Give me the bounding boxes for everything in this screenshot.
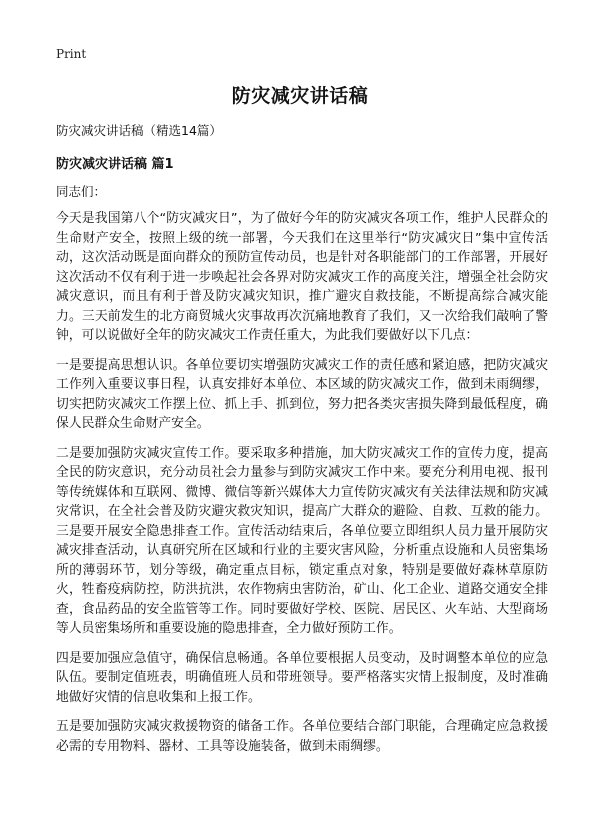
- paragraph-point-5: 五是要加强防灾减灾救援物资的储备工作。各单位要结合部门职能，合理确定应急救援必需的专用物料、器材、工具等设施装备，做到未雨绸缪。: [56, 719, 548, 754]
- section-heading: 防灾减灾讲话稿 篇1: [56, 157, 174, 172]
- page-title: 防灾减灾讲话稿: [231, 85, 369, 107]
- paragraph-intro: 今天是我国第八个“防灾减灾日”，为了做好今年的防灾减灾各项工作，维护人民群众的生命财产安全，按照上级的统一部署，今天我们在这里举行“防灾减灾日”集中宣传活动，这次活动既是面向群众的预防宣传动员，也是针对各职能部门的工作部署，开展好这次活动不仅有利于进一步唤起社会各界对防灾减灾工作的高度关注，增强全社会防灾减灾意识，而且有利于普及防灾减灾知识，推广避灾自救技能，不断提高综合减灾能力。三天前发生的北方商贸城火灾事故再次沉痛地教育了我们，又一次给我们敲响了警钟，可以说做好全年的防灾减灾工作责任重大，为此我们要做好以下几点：: [56, 211, 548, 343]
- document-subtitle: 防灾减灾讲话稿（精选14篇）: [56, 123, 222, 138]
- speech-body: [56, 209, 548, 766]
- paragraph-point-1: 一是要提高思想认识。各单位要切实增强防灾减灾工作的责任感和紧迫感，把防灾减灾工作列入重要议事日程，认真安排好本单位、本区域的防灾减灾工作，做到未雨绸缪，切实把防灾减灾工作摆上位、抓上手、抓到位，努力把各类灾害损失降到最低程度，确保人民群众生命财产安全。: [56, 357, 548, 431]
- paragraph-point-4: 四是要加强应急值守，确保信息畅通。各单位要根据人员变动，及时调整本单位的应急队伍。要制定值班表，明确值班人员和带班领导。要严格落实灾情上报制度，及时准确地做好灾情的信息收集和上报工作。: [56, 650, 548, 705]
- greeting: 同志们：: [56, 184, 107, 199]
- print-link[interactable]: Print: [56, 47, 87, 61]
- paragraph-point-2-3: 二是要加强防灾减灾宣传工作。要采取多种措施，加大防灾减灾工作的宣传力度，提高全民的防灾意识，充分动员社会力量参与到防灾减灾工作中来。要充分利用电视、报刊等传统媒体和互联网、微博、微信等新兴媒体大力宣传防灾减灾有关法律法规和防灾减灾常识，在全社会普及防灾避灾救灾知识，提高广大群众的避险、自救、互救的能力。三是要开展安全隐患排查工作。宣传活动结束后，各单位要立即组织人员力量开展防灾减灾排查活动，认真研究所在区域和行业的主要灾害风险，分析重点设施和人员密集场所的薄弱环节，划分等级，确定重点目标，锁定重点对象，特别是要做好森林草原防火，牲畜疫病防控，防洪抗洪，农作物病虫害防治，矿山、化工企业、道路交通安全排查，食品药品的安全监管等工作。同时要做好学校、医院、居民区、火车站、大型商场等人员密集场所和重要设施的隐患排查，全力做好预防工作。: [56, 445, 548, 636]
